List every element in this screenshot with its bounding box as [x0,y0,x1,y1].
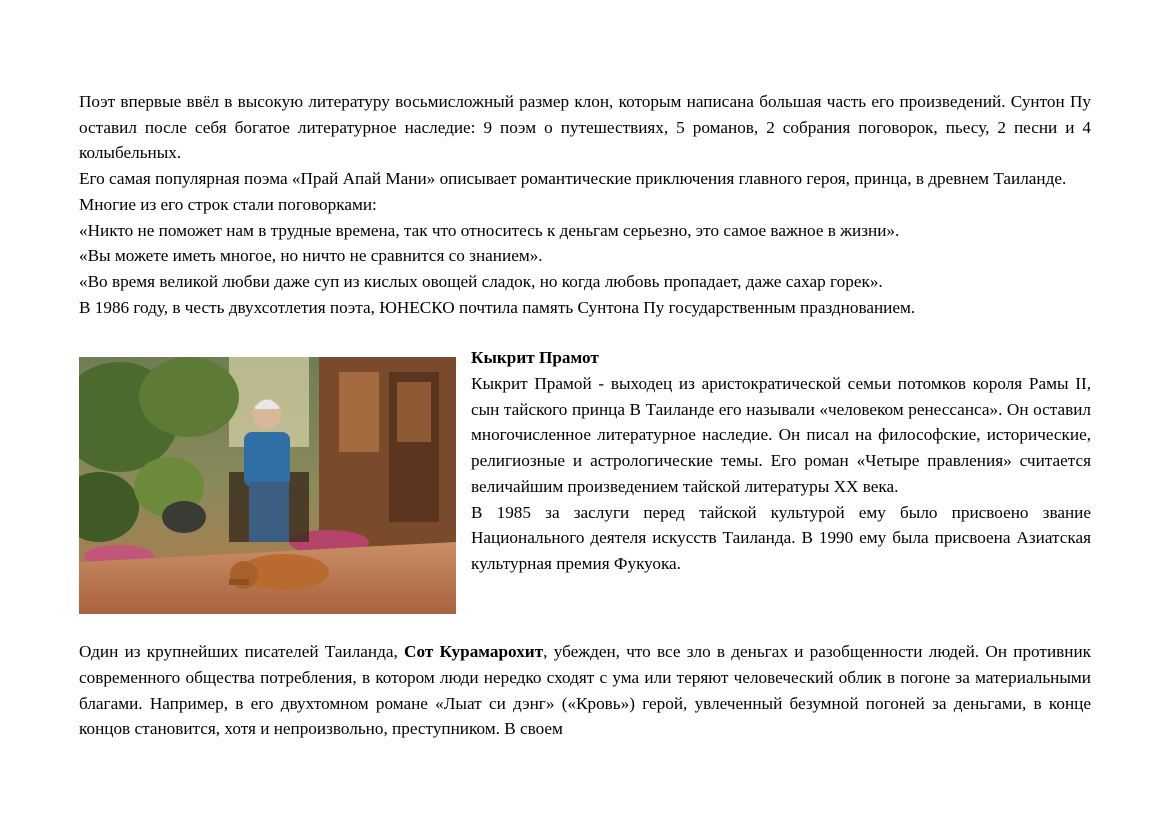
bio-name: Кыкрит Прамой [471,374,592,394]
document-page [79,89,1091,742]
author-photo [79,357,456,614]
bottom-text-before: Один из крупнейших писателей Таиланда, [79,642,405,662]
intro-paragraph-3: Многие из его строк стали поговорками: [79,194,377,214]
intro-paragraph-4: В 1986 году, в честь двухсотлетия поэта, ЮНЕСКО почтила память Сунтона Пу государственным празднованием. [79,297,916,317]
quote-1: «Никто не поможет нам в трудные времена, так что относитесь к деньгам серьезно, это самое важное в жизни». [79,220,900,240]
quote-3: «Во время великой любви даже суп из кислых овощей сладок, но когда любовь пропадает, даже сахар горек». [79,271,883,291]
bio-paragraph-1-text: - выходец из аристократической семьи потомков короля Рамы II, сын тайского принца В Таиланде его называли «человеком ренессанса». Он оставил многочисленное литературное наследие. Он писал на философские, исторические, религиозные и астрологические темы. Его роман «Четыре правления» считается величайшим произведением тайской литературы XX века. [471,374,1092,496]
intro-paragraph-2: Его самая популярная поэма «Прай Апай Мани» описывает романтические приключения главного героя, принца, в древнем Таиланде. [79,169,1067,189]
bio-paragraph-1 [471,371,1091,500]
intro-paragraph-1: Поэт впервые ввёл в высокую литературу восьмисложный размер клон, которым написана большая часть его произведений. Сунтон Пу оставил после себя богатое литературное наследие: 9 поэм о путешествиях, 5 романов, 2 собрания поговорок, пьесу, 2 песни и 4 колыбельных. [79,92,1091,163]
bottom-author-name: Сот Курамарохит [404,642,544,662]
bio-heading: Кыкрит Прамот [471,348,599,368]
bio-paragraph-2: В 1985 за заслуги перед тайской культурой ему было присвоено звание Национального деятеля искусств Таиланда. В 1990 ему была присвоена Азиатская культурная премия Фукуока. [471,502,1091,573]
bottom-text-after: , убежден, что все зло в деньгах и разобщенности людей. Он противник современного общества потребления, в котором люди нередко сходят с ума или теряют человеческий облик в погоне за материальными благами. Например, в его двухтомном романе «Лыат си дэнг» («Кровь») герой, увлеченный безумной погоней за деньгами, в конце концов становится, хотя и непроизвольно, преступником. В своем [79,642,1091,739]
bio-section [79,345,1091,614]
quote-2: «Вы можете иметь многое, но ничто не сравнится со знанием». [79,246,543,266]
bottom-paragraph [79,639,1091,742]
bio-text [471,345,1091,576]
